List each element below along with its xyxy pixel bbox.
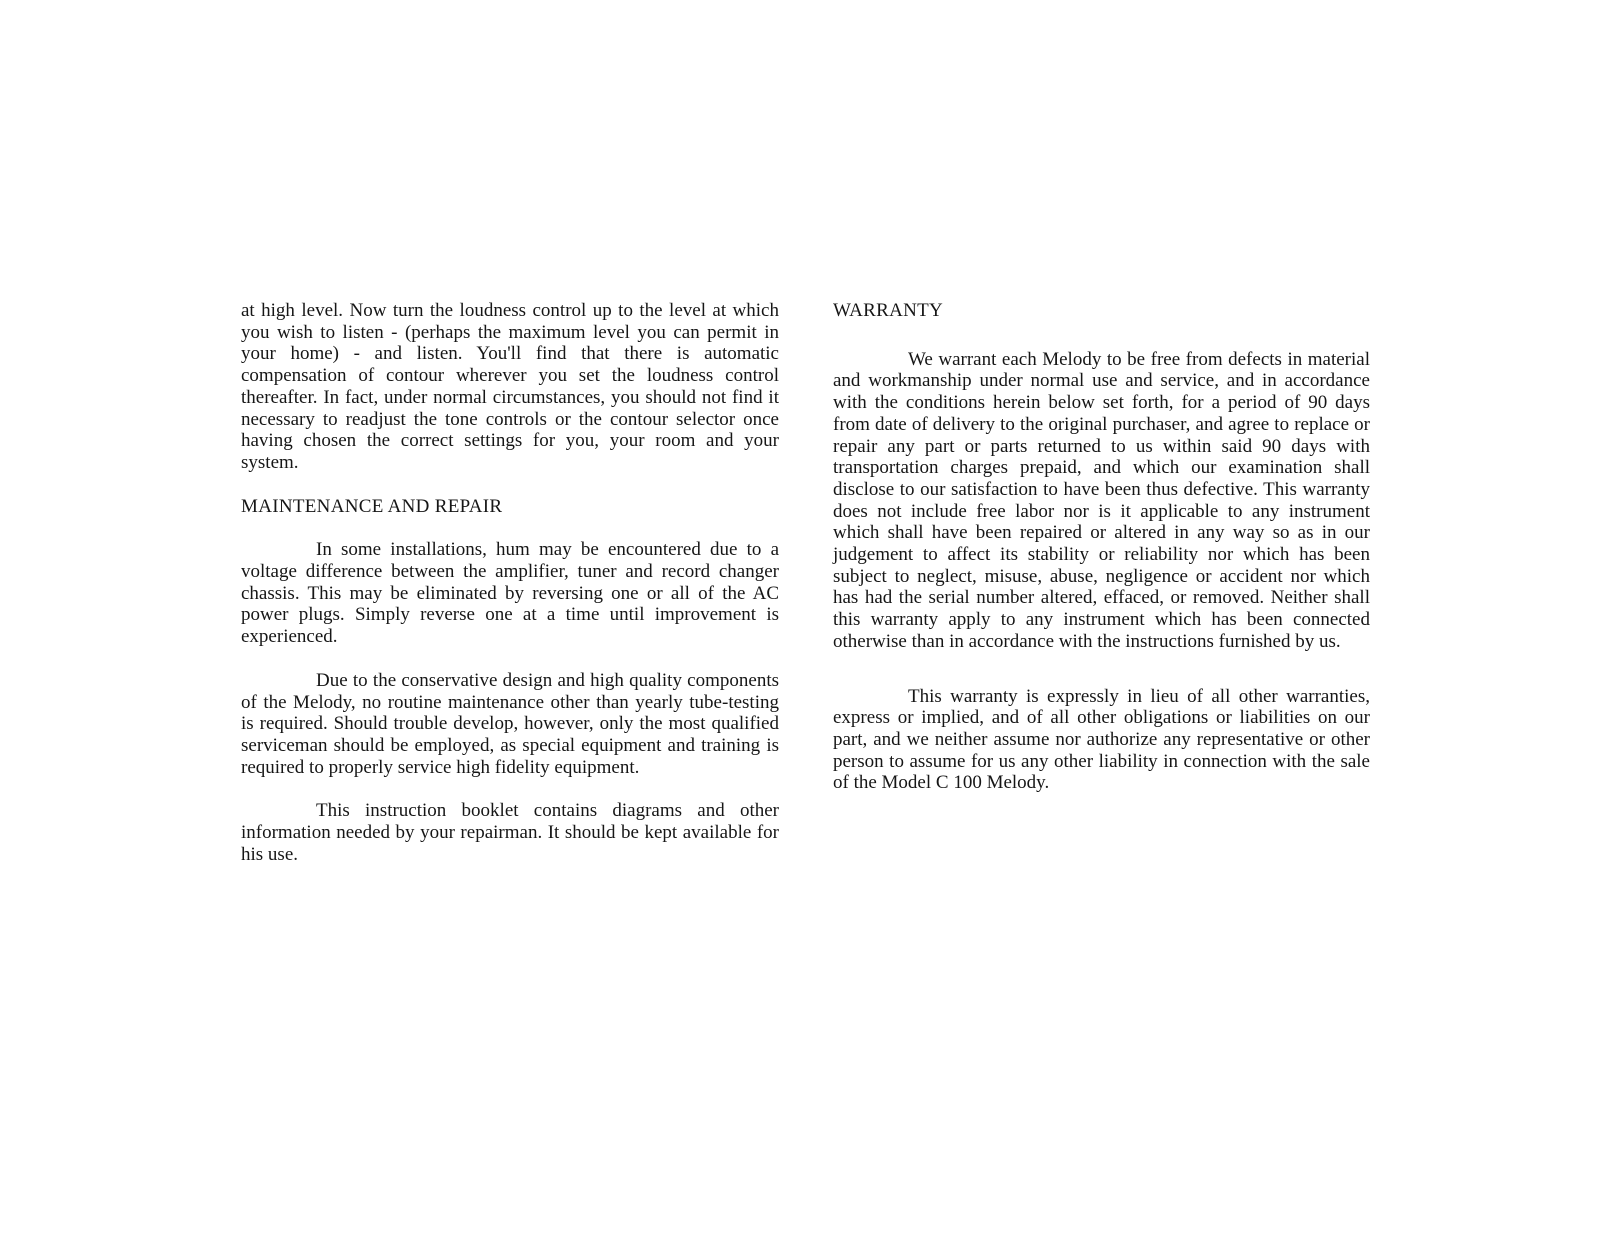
- maintenance-heading: MAINTENANCE AND REPAIR: [241, 495, 503, 517]
- loudness-paragraph: at high level. Now turn the loudness control up to the level at which you wish to listen - (perhaps the maximum level you can permit in your home) - and listen. You'll find that there is automatic compensation of contour wherever you set the loudness control thereafter. In fact, under normal circumstances, you should not find it necessary to readjust the tone controls or the contour selector once having chosen the correct settings for you, your room and your system.: [241, 300, 779, 473]
- warranty-heading: WARRANTY: [833, 300, 944, 321]
- maintenance-paragraph: Due to the conservative design and high quality components of the Melody, no routine maintenance other than yearly tube-testing is required. Should trouble develop, however, only the most qualified serviceman should be employed, as special equipment and training is required to properly service high fidelity equipment.: [241, 669, 779, 778]
- hum-paragraph: In some installations, hum may be encountered due to a voltage difference between the amplifier, tuner and record changer chassis. This may be eliminated by reversing one or all of the AC power plugs. Simply reverse one at a time until improvement is experienced.: [241, 539, 779, 648]
- left-column: [241, 300, 779, 865]
- warranty-terms-paragraph: We warrant each Melody to be free from defects in material and workmanship under normal use and service, and in accordance with the conditions herein below set forth, for a period of 90 days from date of delivery to the original purchaser, and agree to replace or repair any part or parts returned to us within said 90 days with transportation charges prepaid, and which our examination shall disclose to our satisfaction to have been thus defective. This warranty does not include free labor nor is it applicable to any instrument which shall have been repaired or altered in any way so as in our judgement to affect its stability or reliability nor which has been subject to neglect, misuse, abuse, negligence or accident nor which has had the serial number altered, effaced, or removed. Neither shall this warranty apply to any instrument which has been connected otherwise than in accordance with the instructions furnished by us.: [833, 348, 1370, 652]
- booklet-paragraph: This instruction booklet contains diagrams and other information needed by your repairman. It should be kept available for his use.: [241, 800, 779, 865]
- right-column: [833, 300, 1370, 794]
- warranty-disclaimer-paragraph: This warranty is expressly in lieu of all other warranties, express or implied, and of all other obligations or liabilities on our part, and we neither assume nor authorize any representative or other person to assume for us any other liability in connection with the sale of the Model C 100 Melody.: [833, 685, 1370, 794]
